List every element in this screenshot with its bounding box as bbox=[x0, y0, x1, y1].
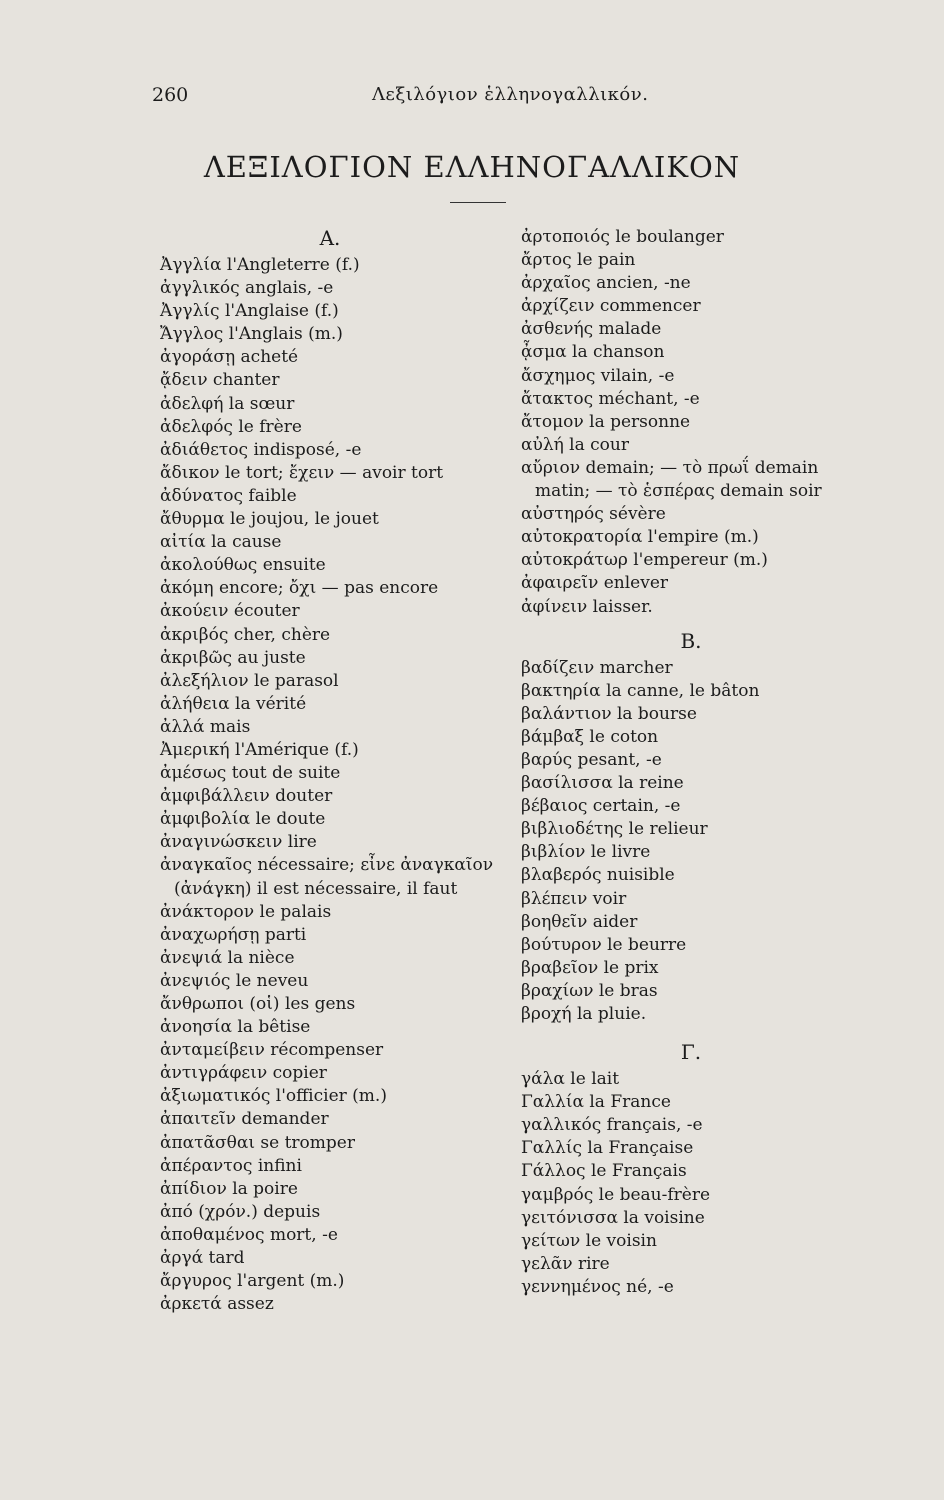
entry: ἀποθαμένος mort, -e bbox=[160, 1224, 338, 1245]
running-title: Λεξιλόγιον ἑλληνογαλλικόν. bbox=[372, 84, 649, 105]
entry: ἀκόμη encore; ὄχι — pas encore bbox=[160, 578, 439, 599]
title-divider bbox=[450, 202, 506, 203]
entry: Ἄγγλος l'Anglais (m.) bbox=[160, 324, 343, 345]
section-letter-alpha: Α. bbox=[319, 226, 341, 250]
entry: βάμβαξ le coton bbox=[521, 726, 659, 747]
entry: Γαλλίς la Française bbox=[521, 1138, 694, 1159]
entry: ἀξιωματικός l'officier (m.) bbox=[160, 1086, 387, 1107]
entry: ἀγγλικός anglais, -e bbox=[160, 278, 334, 299]
entry: ἄθυρμα le joujou, le jouet bbox=[160, 509, 379, 530]
entry: Ἀγγλία l'Angleterre (f.) bbox=[160, 255, 360, 275]
entry: αὐτοκράτωρ l'empereur (m.) bbox=[521, 550, 768, 571]
left-column bbox=[160, 226, 500, 1316]
entry: Γαλλία la France bbox=[521, 1092, 671, 1113]
entry: ἀδελφή la sœur bbox=[160, 393, 295, 414]
entry: αὔριον demain; — τὸ πρωΐ demain matin; — τὸ ἑσπέρας demain soir bbox=[521, 457, 822, 502]
page-number: 260 bbox=[152, 84, 189, 106]
page-title: ΛΕΞΙΛΟΓΙΟΝ ΕΛΛΗΝΟΓΑΛΛΙΚΟΝ bbox=[203, 150, 741, 184]
entry: γειτόνισσα la voisine bbox=[521, 1207, 705, 1228]
entry: βαρύς pesant, -e bbox=[521, 749, 662, 770]
entry: βιβλιοδέτης le relieur bbox=[521, 819, 708, 840]
entry: ἀκολούθως ensuite bbox=[160, 555, 326, 576]
entry: ἀρχίζειν commencer bbox=[521, 296, 701, 317]
entry: ᾄδειν chanter bbox=[160, 370, 280, 391]
entry: ἀνεψιά la nièce bbox=[160, 947, 295, 968]
entry: ἄτομον la personne bbox=[521, 411, 691, 432]
entry: ἀδελφός le frère bbox=[160, 416, 302, 437]
entry: βασίλισσα la reine bbox=[521, 773, 684, 794]
entry: ἀλεξήλιον le parasol bbox=[160, 670, 339, 691]
entry: ἀκριβῶς au juste bbox=[160, 647, 306, 668]
entry: ἀπέραντος infini bbox=[160, 1155, 302, 1176]
entry: ἄδικον le tort; ἔχειν — avoir tort bbox=[160, 462, 444, 483]
entry: ἀρχαῖος ancien, -ne bbox=[521, 273, 691, 294]
entry: βοηθεῖν aider bbox=[521, 911, 638, 932]
entry: βλέπειν voir bbox=[521, 888, 627, 909]
entry: γείτων le voisin bbox=[521, 1230, 657, 1251]
entry: ἀμφιβολία le doute bbox=[160, 809, 326, 830]
entry: ἄρτος le pain bbox=[521, 250, 636, 271]
entry: Γάλλος le Français bbox=[521, 1161, 687, 1182]
entry: ἀνεψιός le neveu bbox=[160, 970, 309, 991]
entry: ἀπατᾶσθαι se tromper bbox=[160, 1132, 355, 1153]
entry: αἰτία la cause bbox=[160, 532, 282, 553]
entry: ἀγοράσῃ acheté bbox=[160, 347, 299, 368]
entry: αὐστηρός sévère bbox=[521, 504, 666, 525]
entry: γαλλικός français, -e bbox=[521, 1115, 703, 1136]
entry: βραβεῖον le prix bbox=[521, 957, 659, 978]
entry: ἀδιάθετος indisposé, -e bbox=[160, 439, 362, 460]
entry: ἀρτοποιός le boulanger bbox=[521, 227, 724, 247]
entry: γάλα le lait bbox=[521, 1069, 620, 1090]
entry: ἀργά tard bbox=[160, 1248, 245, 1269]
entry: ἀφίνειν laisser. bbox=[521, 596, 653, 617]
entry: ἀδύνατος faible bbox=[160, 485, 297, 506]
entry: ἀμέσως tout de suite bbox=[160, 763, 341, 784]
entry: ἀνταμείβειν récompenser bbox=[160, 1040, 384, 1061]
entry: βαδίζειν marcher bbox=[521, 657, 673, 678]
entry: Ἀγγλίς l'Anglaise (f.) bbox=[160, 301, 339, 322]
entry: Ἀμερική l'Amérique (f.) bbox=[160, 739, 359, 760]
entry: ἀμφιβάλλειν douter bbox=[160, 786, 333, 807]
entry: ἀνάκτορον le palais bbox=[160, 901, 332, 922]
entry: αὐτοκρατορία l'empire (m.) bbox=[521, 527, 759, 548]
entry: ἀρκετά assez bbox=[160, 1294, 274, 1315]
entry: βακτηρία la canne, le bâton bbox=[521, 680, 760, 701]
entry: ἀναχωρήσῃ parti bbox=[160, 924, 307, 945]
section-letter-gamma: Γ. bbox=[680, 1040, 702, 1065]
entry: βραχίων le bras bbox=[521, 980, 658, 1001]
entry: βούτυρον le beurre bbox=[521, 934, 687, 955]
entry: βαλάντιον la bourse bbox=[521, 703, 697, 724]
entry: γελᾶν rire bbox=[521, 1253, 610, 1274]
entry: γεννημένος né, -e bbox=[521, 1276, 674, 1297]
entry: ἄτακτος méchant, -e bbox=[521, 388, 700, 409]
entry: ἄργυρος l'argent (m.) bbox=[160, 1271, 345, 1292]
entry: βέβαιος certain, -e bbox=[521, 796, 681, 817]
entry: αὐλή la cour bbox=[521, 434, 629, 455]
entry: ἀναγκαῖος nécessaire; εἶνε ἀναγκαῖον (ἀνάγκη) il est nécessaire, il faut bbox=[160, 855, 494, 899]
entry: ἀπό (χρόν.) depuis bbox=[160, 1201, 321, 1222]
running-head bbox=[0, 84, 944, 114]
entry: ἀλλά mais bbox=[160, 716, 251, 737]
entry: βροχή la pluie. bbox=[521, 1004, 647, 1024]
entry: ἀσθενής malade bbox=[521, 319, 662, 340]
entry: ἀπίδιον la poire bbox=[160, 1178, 298, 1199]
entry: ᾆσμα la chanson bbox=[521, 342, 665, 363]
entry: ἀφαιρεῖν enlever bbox=[521, 573, 669, 594]
entry: βιβλίον le livre bbox=[521, 842, 651, 863]
entry: ἄνθρωποι (οἱ) les gens bbox=[160, 994, 356, 1014]
entry: ἀπαιτεῖν demander bbox=[160, 1109, 329, 1130]
entry: ἀκριβός cher, chère bbox=[160, 624, 331, 645]
entry: ἀντιγράφειν copier bbox=[160, 1063, 327, 1084]
entry: γαμβρός le beau-frère bbox=[521, 1184, 711, 1205]
right-column bbox=[521, 226, 861, 1299]
entry: ἀναγινώσκειν lire bbox=[160, 832, 317, 853]
entry: ἄσχημος vilain, -e bbox=[521, 365, 675, 386]
entry: ἀλήθεια la vérité bbox=[160, 693, 307, 714]
entry: βλαβερός nuisible bbox=[521, 865, 675, 886]
entry: ἀνοησία la bêtise bbox=[160, 1017, 311, 1038]
section-letter-beta: Β. bbox=[680, 628, 702, 653]
entry: ἀκούειν écouter bbox=[160, 601, 300, 622]
